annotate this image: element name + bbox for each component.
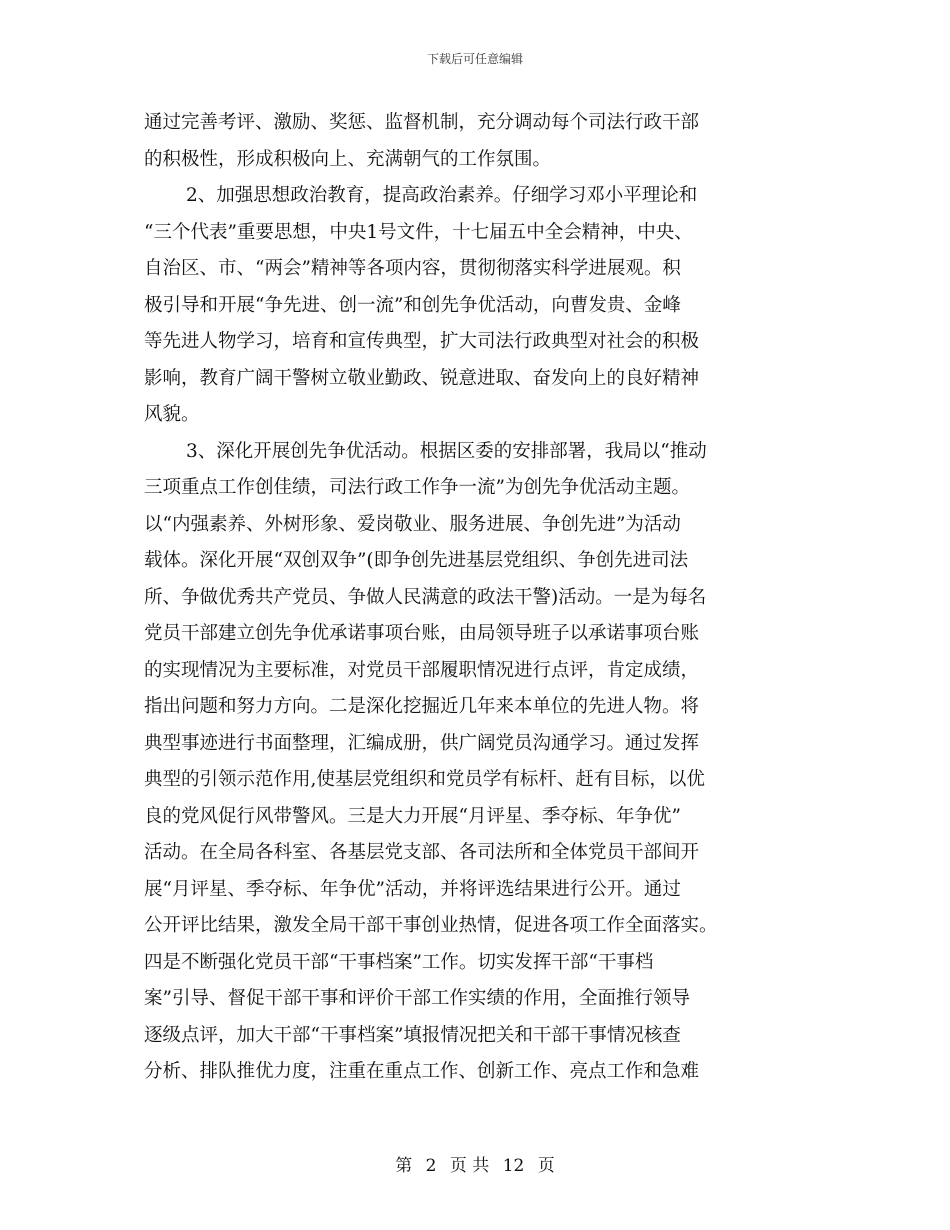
text-line: 极引导和开展“争先进、创一流”和创先争优活动，向曹发贵、金峰 [144,294,681,316]
text-line: 所、争做优秀共产党员、争做人民满意的政法干警)活动。一是为每名 [144,586,707,608]
footer-total-pages: 12 [502,1156,525,1176]
footer-current-page: 2 [425,1156,437,1176]
text-line: 等先进人物学习，培育和宣传典型，扩大司法行政典型对社会的积极 [144,331,700,352]
text-line: 风貌。 [144,404,200,425]
text-line: 案”引导、督促干部干事和评价干部工作实绩的作用，全面推行领导 [144,988,690,1009]
text-line: 3、深化开展创先争优活动。根据区委的安排部署，我局以“推动 [186,440,707,462]
text-line: 以“内强素养、外树形象、爱岗敬业、服务进展、争创先进”为活动 [144,513,681,535]
text-line: 典型事迹进行书面整理，汇编成册，供广阔党员沟通学习。通过发挥 [144,732,700,754]
text-line: 自治区、市、“两会”精神等各项内容，贯彻彻落实科学进展观。积 [144,258,681,279]
text-line: 党员干部建立创先争优承诺事项台账，由局领导班子以承诺事项台账 [144,623,700,644]
footer-middle: 页 共 [449,1156,490,1176]
text-line: 的实现情况为主要标准，对党员干部履职情况进行点评，肯定成绩， [144,659,700,681]
text-line: “三个代表”重要思想，中央1号文件，十七届五中全会精神，中央、 [144,221,693,243]
text-line: 三项重点工作创佳绩，司法行政工作争一流”为创先争优活动主题。 [144,477,690,498]
text-line: 的积极性，形成积极向上、充满朝气的工作氛围。 [144,148,552,170]
page-header: 下载后可任意编辑 [426,52,523,66]
text-line: 良的党风促行风带警风。三是大力开展“月评星、季夺标、年争优” [144,805,681,827]
text-line: 公开评比结果，激发全局干部干事创业热情，促进各项工作全面落实。 [144,915,718,936]
text-line: 影响，教育广阔干警树立敬业勤政、锐意进取、奋发向上的良好精神 [144,367,700,389]
text-line: 四是不断强化党员干部“干事档案”工作。切实发挥干部“干事档 [144,951,654,973]
body-text [144,105,806,1091]
text-line: 分析、排队推优力度，注重在重点工作、创新工作、亮点工作和急难 [144,1061,700,1082]
text-line: 活动。在全局各科室、各基层党支部、各司法所和全体党员干部间开 [144,842,700,863]
text-line: 通过完善考评、激励、奖惩、监督机制，充分调动每个司法行政干部 [144,112,700,133]
text-line: 载体。深化开展“双创双争”(即争创先进基层党组织、争创先进司法 [144,550,689,571]
page-footer [0,1155,950,1177]
text-line: 典型的引领示范作用,使基层党组织和党员学有标杆、赶有目标，以优 [144,769,705,790]
text-line: 展“月评星、季夺标、年争优”活动，并将评选结果进行公开。通过 [144,878,681,900]
text-line: 指出问题和努力方向。二是深化挖掘近几年来本单位的先进人物。将 [144,696,700,717]
text-line: 2、加强思想政治教育，提高政治素养。仔细学习邓小平理论和 [186,185,698,206]
footer-prefix: 第 [395,1156,413,1176]
text-line: 逐级点评，加大干部“干事档案”填报情况把关和干部干事情况核查 [144,1024,681,1046]
footer-suffix: 页 [537,1156,555,1176]
